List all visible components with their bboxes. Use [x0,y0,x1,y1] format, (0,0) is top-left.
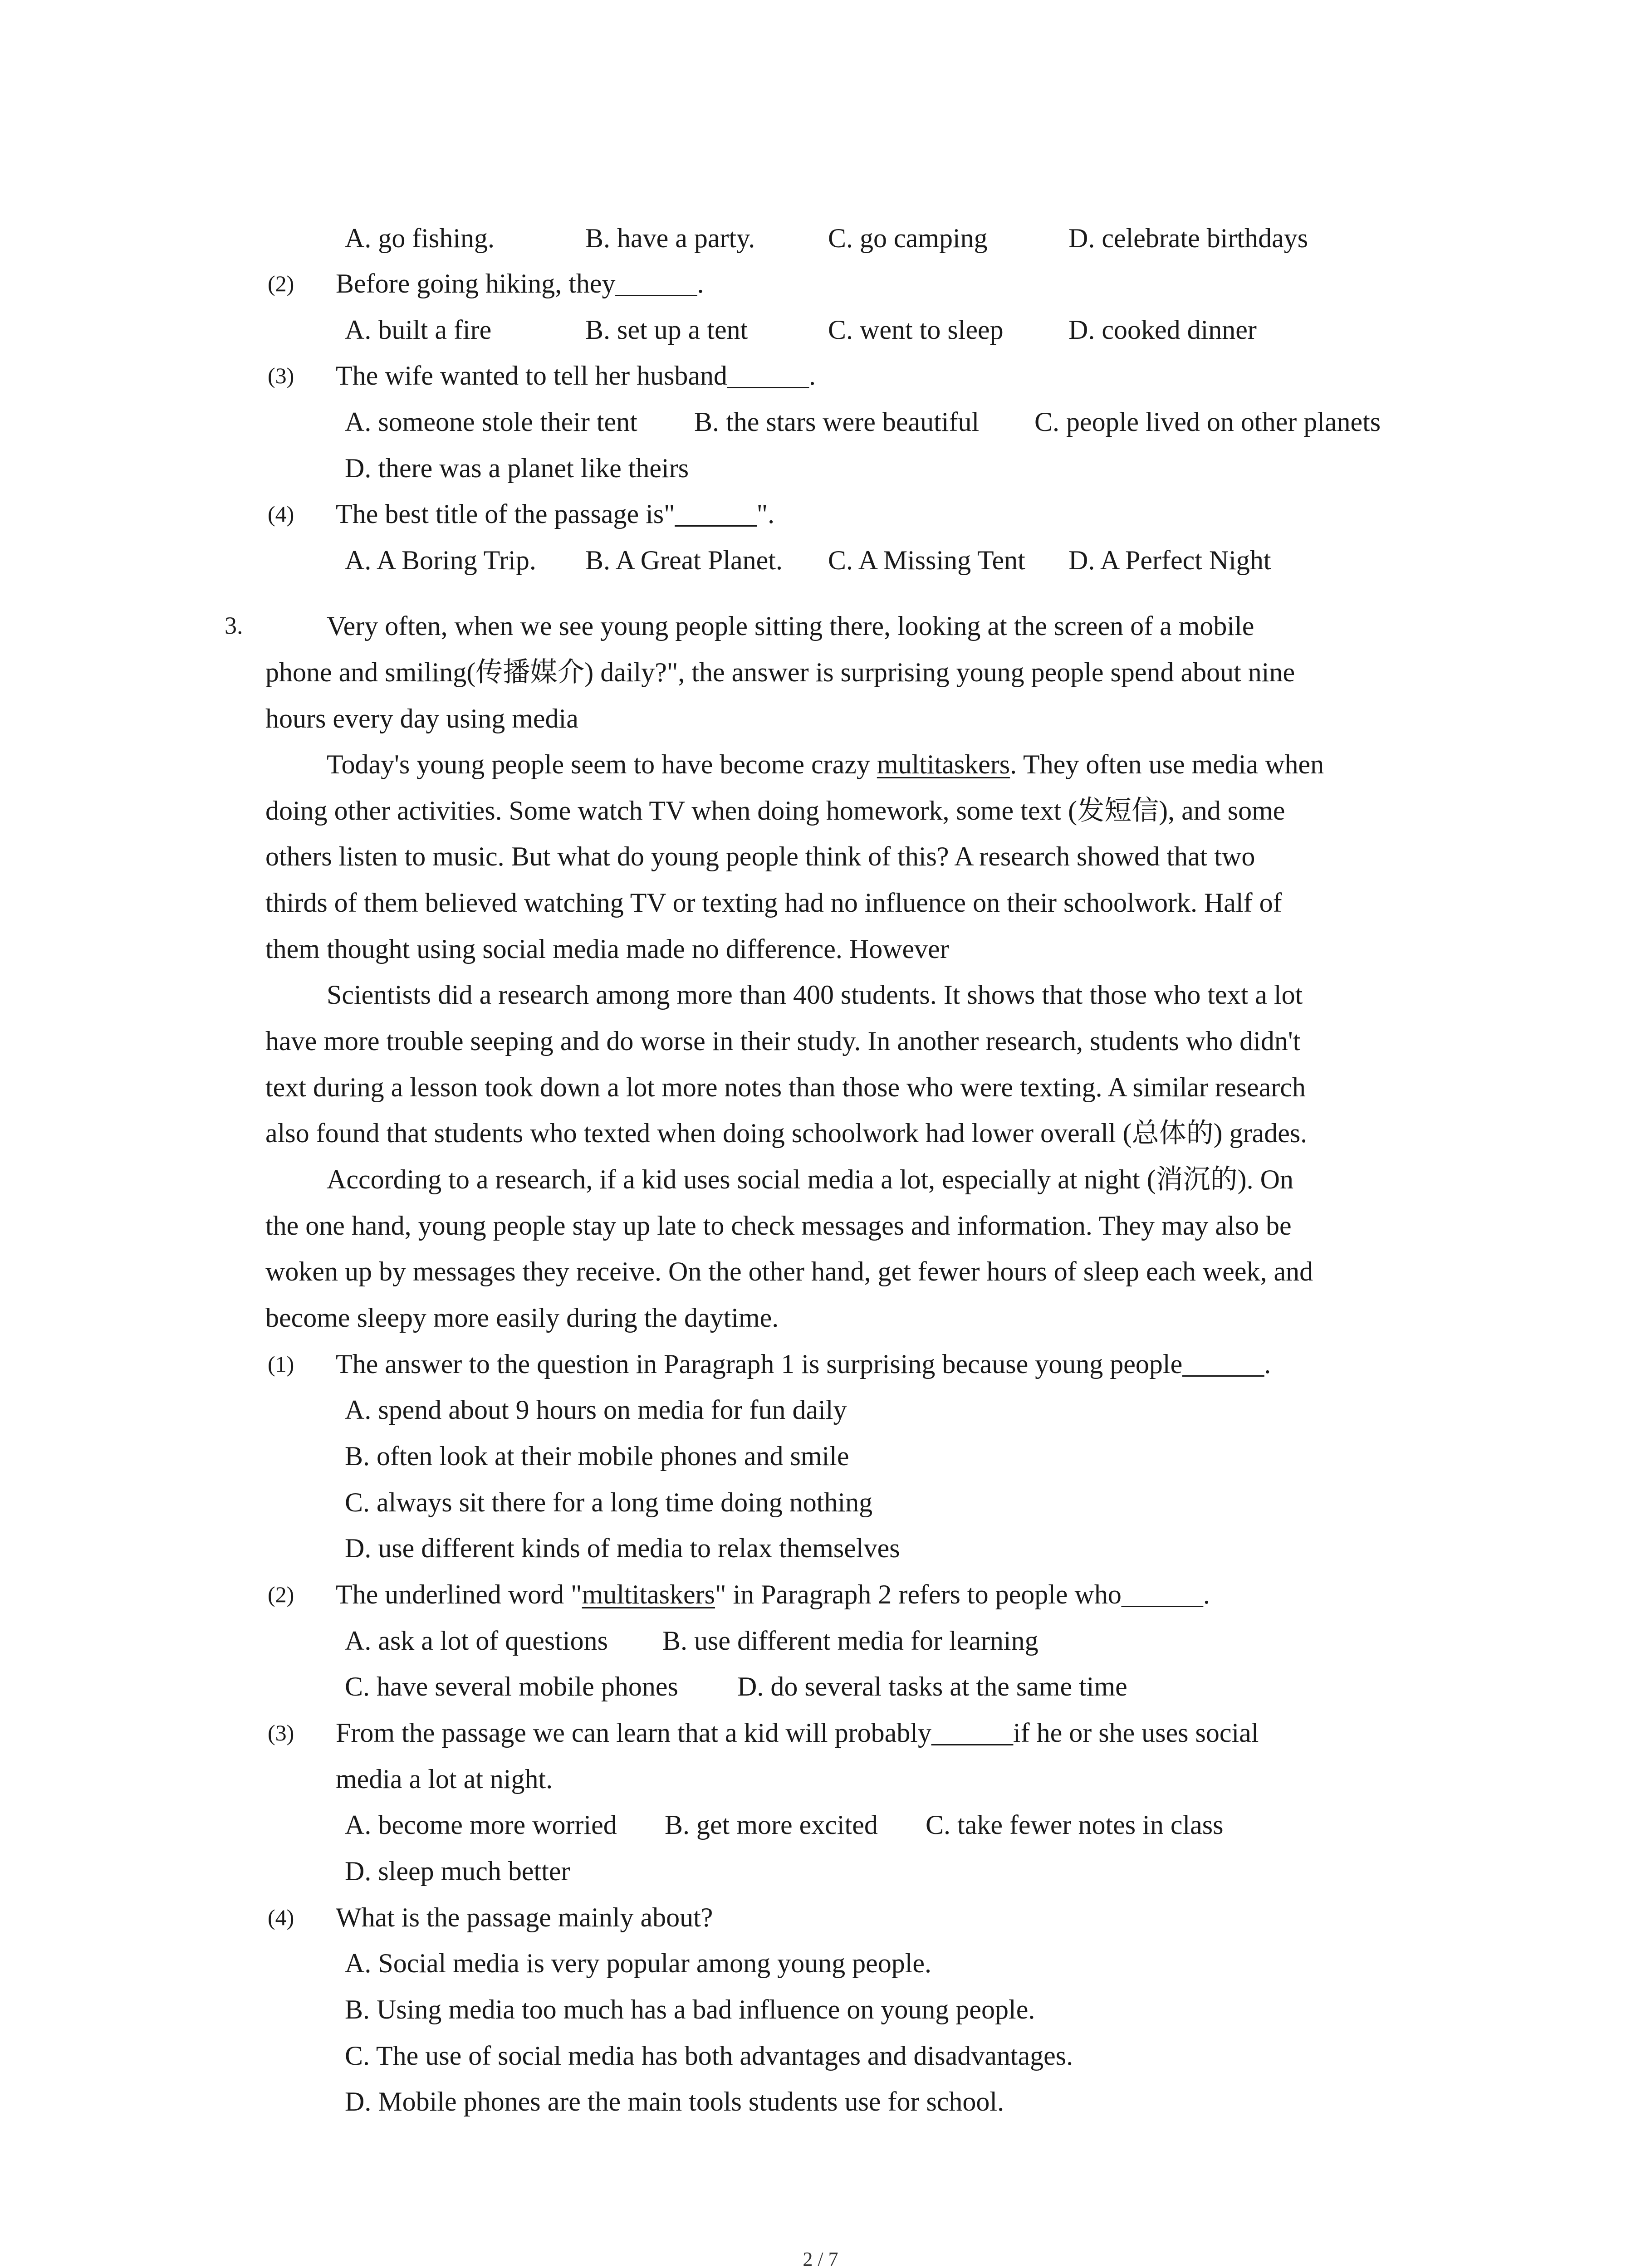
question-number: (2) [268,1582,294,1607]
option: C. take fewer notes in class [926,1810,1224,1840]
option: D. cooked dinner [1068,315,1257,345]
option: B. the stars were beautiful [694,407,980,437]
page-number: 2 / 7 [803,2248,838,2268]
option: B. set up a tent [585,315,748,345]
option: B. use different media for learning [662,1626,1038,1656]
option: C. went to sleep [828,315,1004,345]
option: A. built a fire [345,315,492,345]
option: A. spend about 9 hours on media for fun daily [345,1395,847,1425]
passage-line: them thought using social media made no difference. However [265,934,949,964]
passage-line: text during a lesson took down a lot more notes than those who were texting. A similar research [265,1072,1306,1102]
option: B. have a party. [585,223,755,253]
option: C. people lived on other planets [1034,407,1381,437]
option: D. there was a planet like theirs [345,453,689,483]
option: C. always sit there for a long time doing nothing [345,1487,873,1517]
option: C. have several mobile phones [345,1672,678,1701]
passage-line: According to a research, if a kid uses social media a lot, especially at night (消沉的). On [327,1164,1293,1194]
option: B. often look at their mobile phones and smile [345,1441,849,1471]
question-stem: What is the passage mainly about? [336,1902,713,1932]
passage-line: doing other activities. Some watch TV when doing homework, some text (发短信), and some [265,796,1285,826]
passage-line: thirds of them believed watching TV or texting had no influence on their schoolwork. Half of [265,888,1282,918]
option: A. ask a lot of questions [345,1626,608,1656]
option: C. A Missing Tent [828,545,1025,575]
underlined-word: multitaskers [877,749,1010,779]
question-stem: Before going hiking, they______. [336,269,704,298]
passage-line: others listen to music. But what do young people think of this? A research showed that two [265,841,1255,871]
underlined-word: multitaskers [582,1579,715,1609]
text-run: " in Paragraph 2 refers to people who______. [715,1579,1210,1609]
question-number: (1) [268,1351,294,1377]
option: B. Using media too much has a bad influence on young people. [345,1994,1035,2024]
passage-line: hours every day using media [265,704,578,733]
question-number: (4) [268,1905,294,1930]
option: D. celebrate birthdays [1068,223,1308,253]
option: D. Mobile phones are the main tools students use for school. [345,2087,1004,2116]
question-number: (4) [268,501,294,527]
text-run: . They often use media when [1010,749,1324,779]
option: D. do several tasks at the same time [737,1672,1127,1701]
passage-line: woken up by messages they receive. On the other hand, get fewer hours of sleep each week, and [265,1256,1313,1286]
text-run: Today's young people seem to have become crazy [327,749,877,779]
option: C. go camping [828,223,988,253]
question-stem: From the passage we can learn that a kid will probably______if he or she uses social [336,1718,1259,1748]
text-run: The underlined word " [336,1579,582,1609]
option: A. A Boring Trip. [345,545,536,575]
option: D. sleep much better [345,1856,570,1886]
passage-line: also found that students who texted when doing schoolwork had lower overall (总体的) grades. [265,1118,1308,1148]
passage-line: the one hand, young people stay up late to check messages and information. They may also be [265,1211,1292,1241]
option: B. A Great Planet. [585,545,783,575]
question-stem: The wife wanted to tell her husband______. [336,361,816,391]
passage-line [327,751,1324,778]
option: C. The use of social media has both advantages and disadvantages. [345,2041,1073,2071]
option: A. go fishing. [345,223,495,253]
passage-line: have more trouble seeping and do worse in their study. In another research, students who didn't [265,1026,1301,1056]
question-number: (3) [268,363,294,388]
passage-line: become sleepy more easily during the daytime. [265,1303,779,1333]
option: D. A Perfect Night [1068,545,1271,575]
option: D. use different kinds of media to relax themselves [345,1533,900,1563]
question-number: (3) [268,1720,294,1745]
passage-line: Scientists did a research among more than 400 students. It shows that those who text a lot [327,980,1303,1010]
question-stem: The answer to the question in Paragraph 1 is surprising because young people______. [336,1349,1271,1379]
passage-line: Very often, when we see young people sitting there, looking at the screen of a mobile [327,611,1254,641]
question-stem: The best title of the passage is"______". [336,499,775,529]
option: B. get more excited [665,1810,878,1840]
question-stem-continued: media a lot at night. [336,1764,553,1794]
option: A. become more worried [345,1810,617,1840]
option: A. someone stole their tent [345,407,637,437]
question-stem [336,1581,1210,1608]
passage-line: phone and smiling(传播媒介) daily?", the answer is surprising young people spend about nine [265,657,1295,687]
option: A. Social media is very popular among young people. [345,1948,932,1978]
passage-number: 3. [225,612,243,639]
question-number: (2) [268,271,294,296]
